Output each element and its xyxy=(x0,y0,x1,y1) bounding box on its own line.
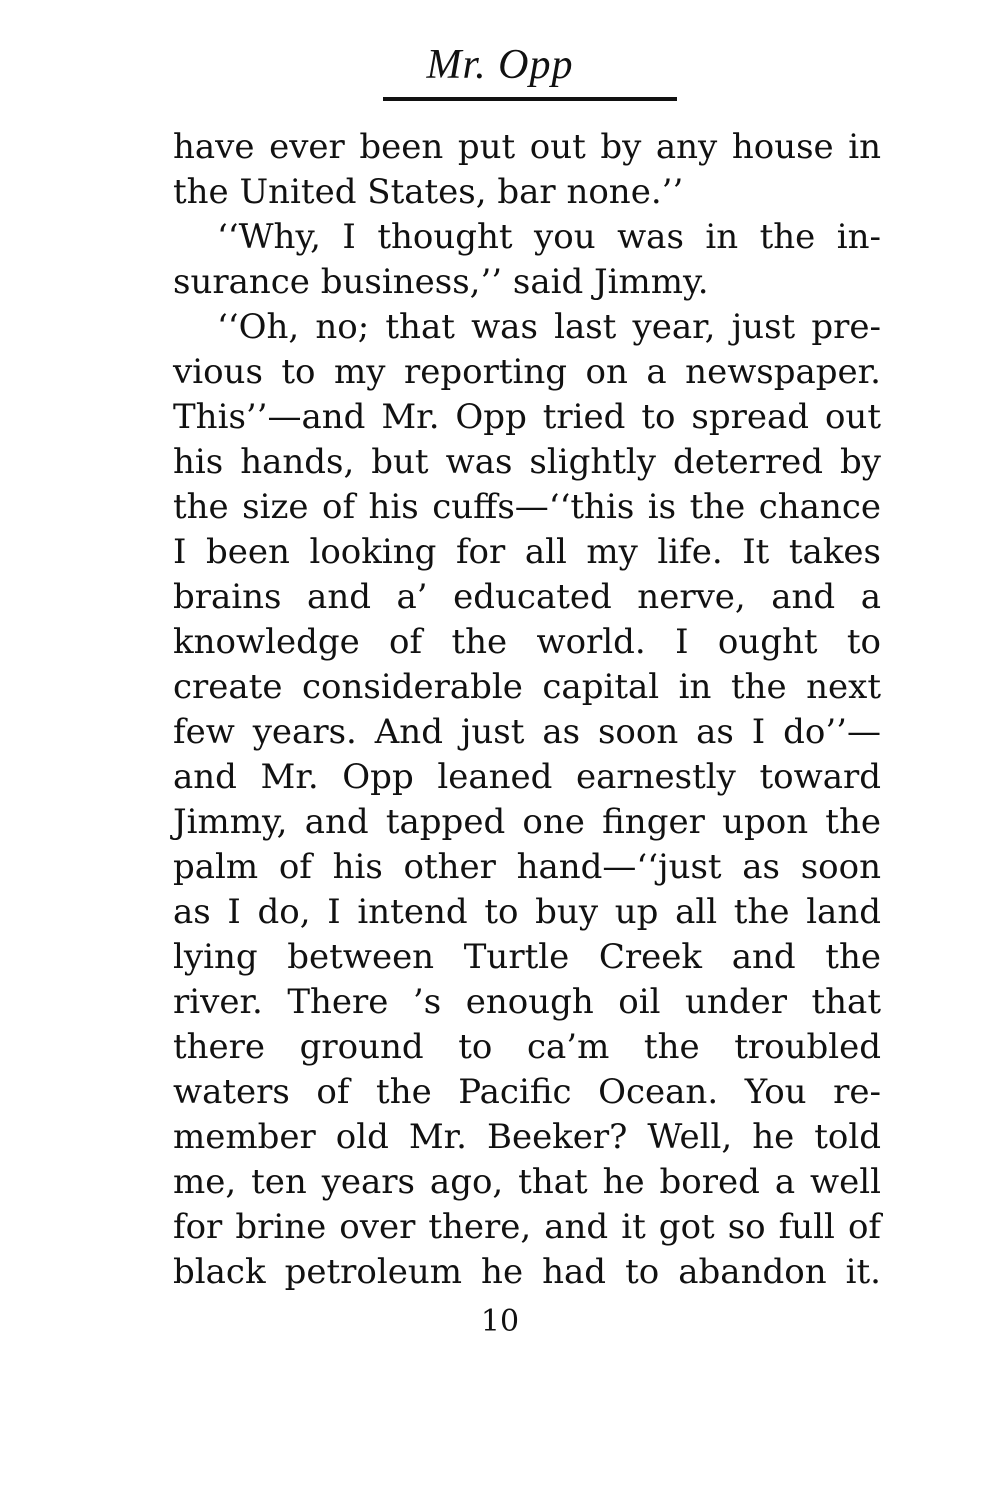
text-line: there ground to ca’m the troubled xyxy=(173,1027,881,1067)
body-text xyxy=(173,125,881,1295)
text-line: ‘‘Oh, no; that was last year, just pre- xyxy=(217,307,881,347)
text-line: vious to my reporting on a newspaper. xyxy=(173,352,881,392)
text-line: This’’—and Mr. Opp tried to spread out xyxy=(173,397,881,437)
text-line: surance business,’’ said Jimmy. xyxy=(173,262,709,302)
text-line: and Mr. Opp leaned earnestly toward xyxy=(173,757,881,797)
text-line: I been looking for all my life. It takes xyxy=(173,532,881,572)
text-line: few years. And just as soon as I do’’— xyxy=(173,712,881,752)
text-line: knowledge of the world. I ought to xyxy=(173,622,881,662)
text-line: brains and a’ educated nerve, and a xyxy=(173,577,881,617)
text-line: member old Mr. Beeker? Well, he told xyxy=(173,1117,881,1157)
header-rule xyxy=(383,97,677,101)
text-line: his hands, but was slightly deterred by xyxy=(173,442,881,482)
running-title: Mr. Opp xyxy=(426,42,574,88)
text-line: lying between Turtle Creek and the xyxy=(173,937,881,977)
page-number: 10 xyxy=(480,1304,520,1339)
text-line: the size of his cuffs—‘‘this is the chance xyxy=(173,487,881,527)
text-line: have ever been put out by any house in xyxy=(173,127,881,167)
text-line: as I do, I intend to buy up all the land xyxy=(173,892,881,932)
text-line: palm of his other hand—‘‘just as soon xyxy=(173,847,881,887)
text-line: for brine over there, and it got so full of xyxy=(173,1207,881,1247)
text-line: ‘‘Why, I thought you was in the in- xyxy=(217,217,881,257)
text-line: me, ten years ago, that he bored a well xyxy=(173,1162,881,1202)
text-line: black petroleum he had to abandon it. xyxy=(173,1252,881,1292)
text-line: create considerable capital in the next xyxy=(173,667,881,707)
text-line: the United States, bar none.’’ xyxy=(173,172,684,212)
text-line: river. There ’s enough oil under that xyxy=(173,982,881,1022)
text-line: waters of the Pacific Ocean. You re- xyxy=(173,1072,881,1112)
text-line: Jimmy, and tapped one finger upon the xyxy=(173,802,881,842)
